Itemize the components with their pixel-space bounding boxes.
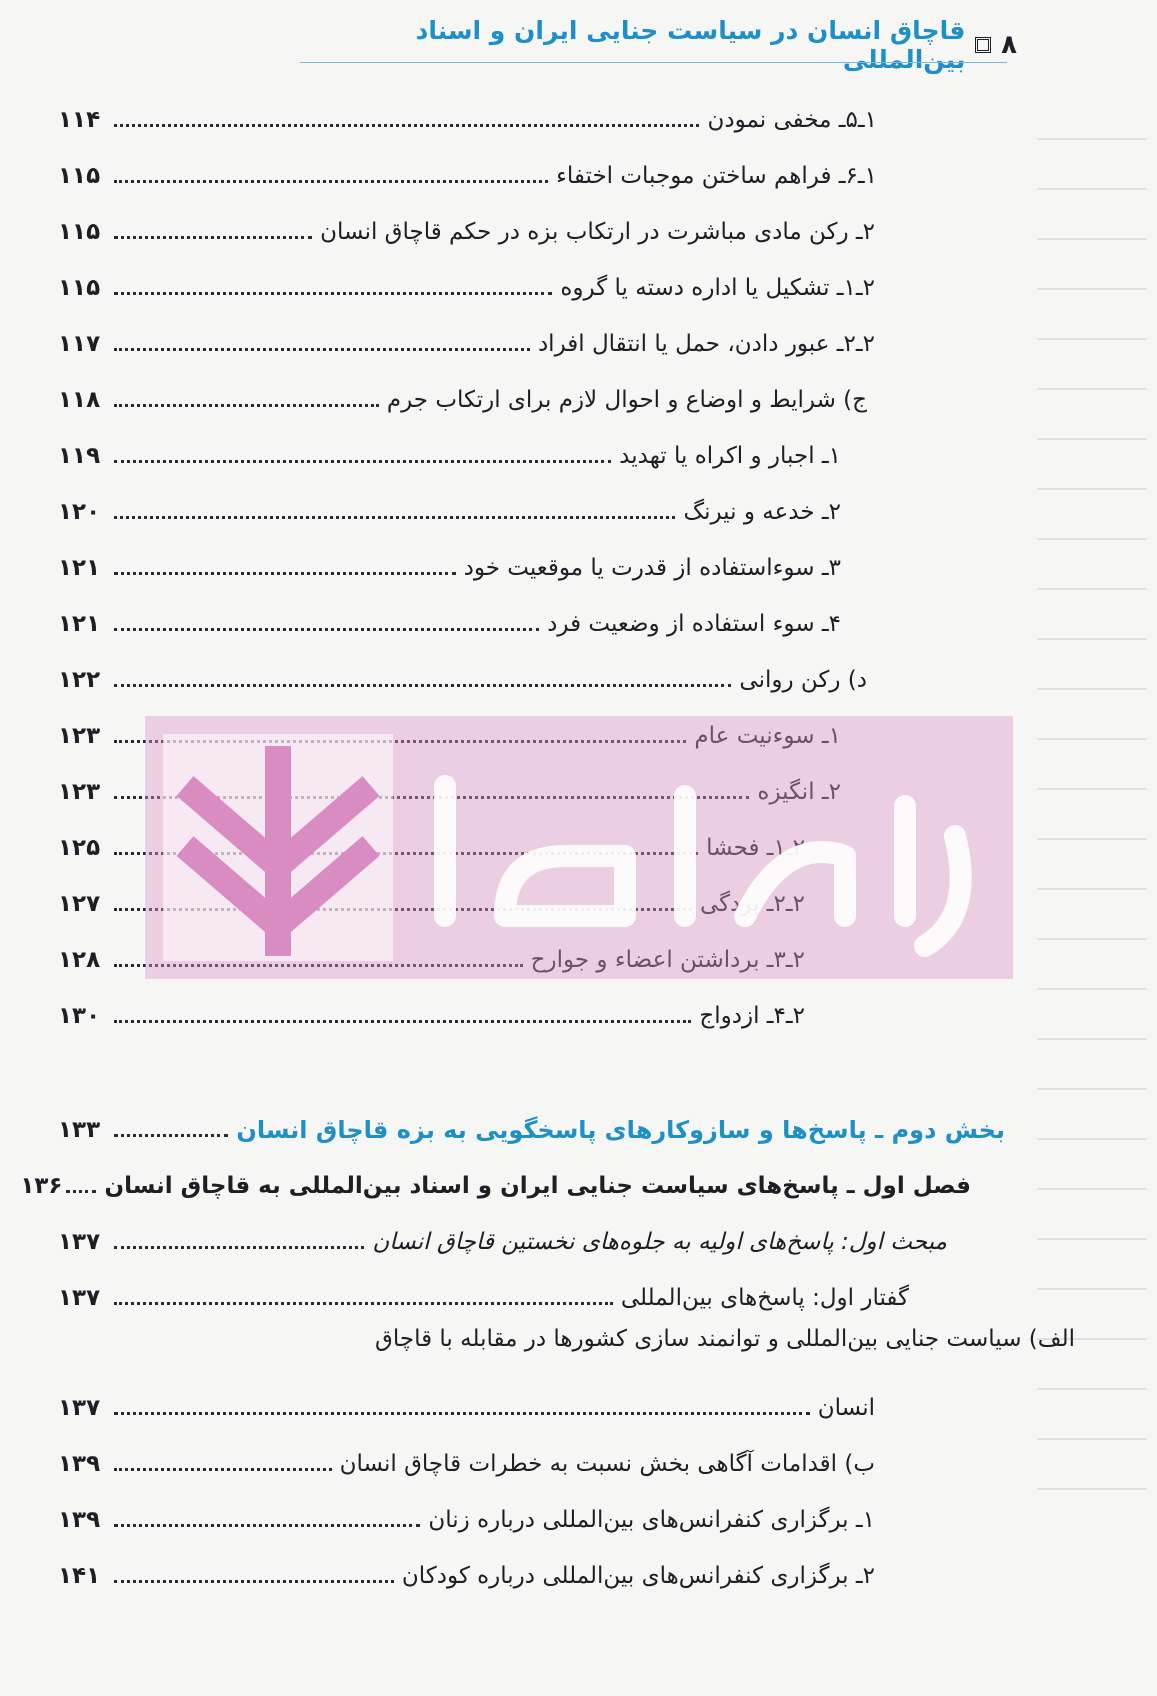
toc-label: ج) شرایط و اوضاع و احوال لازم برای ارتکاب جرم [386,387,867,414]
toc-page: ۱۱۵ [58,275,101,302]
toc-page: ۱۱۴ [58,107,101,134]
toc-page: ۱۳۳ [58,1117,101,1144]
leader-dots [114,964,523,967]
leader-dots [114,1134,228,1137]
toc-entry [58,315,875,359]
leader-dots [114,852,698,855]
toc-entry [58,987,805,1031]
toc-page: ۱۲۵ [58,835,101,862]
toc-label: د) رکن روانی [739,667,867,694]
toc-page: ۱۲۱ [58,555,101,582]
toc-label: ۱ـ۵ـ مخفی نمودن [707,107,877,134]
toc-label: مبحث اول: پاسخ‌های اولیه به جلوه‌های نخستین قاچاق انسان [372,1229,947,1256]
toc-page: ۱۱۷ [58,331,101,358]
leader-dots [114,1468,332,1471]
toc-label: انسان [817,1395,875,1422]
toc-entry [58,483,841,527]
toc-entry [58,1491,875,1535]
leader-dots [114,236,312,239]
toc-page: ۱۳۹ [58,1507,101,1534]
toc-label: ۳ـ سوءاستفاده از قدرت یا موقعیت خود [463,555,841,582]
toc-page: ۱۴۱ [58,1563,101,1590]
toc-page: ۱۱۵ [58,219,101,246]
leader-dots [114,516,675,519]
toc-label: ۲ـ۴ـ ازدواج [699,1003,805,1030]
toc-label: ۲ـ۲ـ بردگی [700,891,805,918]
toc-entry [58,819,805,863]
leader-dots [114,684,731,687]
toc-label: ۴ـ سوء استفاده از وضعیت فرد [547,611,841,638]
leader-dots [114,460,611,463]
leader-dots [114,572,456,575]
toc-page: ۱۱۹ [58,443,101,470]
toc-entry [58,259,875,303]
toc-wrapped-line: الف) سیاست جنایی بین‌المللی و توانمند سازی کشورها در مقابله با قاچاق [375,1326,1075,1352]
leader-dots [114,796,749,799]
leader-dots [114,1524,420,1527]
toc-entry [58,539,841,583]
leader-dots [114,908,692,911]
toc-entry [58,203,875,247]
toc-page: ۱۳۷ [58,1229,101,1256]
toc-entry [58,427,841,471]
toc-label: ۲ـ۱ـ فحشا [706,835,805,862]
toc-entry [58,931,805,975]
toc-label: ب) اقدامات آگاهی بخش نسبت به خطرات قاچاق انسان [339,1451,875,1478]
toc-label: ۲ـ خدعه و نیرنگ [683,499,841,526]
toc-page: ۱۲۳ [58,723,101,750]
toc-label: گفتار اول: پاسخ‌های بین‌المللی [620,1285,909,1312]
toc-page: ۱۱۸ [58,387,101,414]
leader-dots [114,740,686,743]
leader-dots [114,348,530,351]
toc-page: ۱۳۷ [58,1395,101,1422]
toc-page: ۱۲۳ [58,779,101,806]
toc-page: ۱۲۰ [58,499,101,526]
toc-page: ۱۳۶ [20,1173,63,1200]
toc-label: ۱ـ سوءنیت عام [694,723,841,750]
toc-label: ۲ـ۱ـ تشکیل یا اداره دسته یا گروه [560,275,875,302]
leader-dots [114,180,548,183]
toc-label: ۱ـ برگزاری کنفرانس‌های بین‌المللی درباره زنان [428,1507,875,1534]
page-number: ۸ [1001,30,1017,60]
leader-dots [114,1580,394,1583]
toc-label: ۱ـ۶ـ فراهم ساختن موجبات اختفاء [556,163,877,190]
toc-page: ۱۱۵ [58,163,101,190]
toc-entry [58,147,877,191]
toc-label: ۱ـ اجبار و اکراه یا تهدید [619,443,841,470]
toc-page: ۱۳۰ [58,1003,101,1030]
leader-dots [66,1190,96,1193]
toc-entry [58,371,867,415]
toc-entry [58,595,841,639]
toc-entry [58,1547,875,1591]
leader-dots [114,1412,810,1415]
leader-dots [114,1020,691,1023]
running-title: قاچاق انسان در سیاست جنایی ایران و اسناد بین‌المللی [415,16,966,74]
leader-dots [114,124,699,127]
toc-page: ۱۲۲ [58,667,101,694]
toc-entry [58,1379,875,1423]
toc-entry [58,763,841,807]
toc-entry [58,651,867,695]
leader-dots [114,292,552,295]
toc-entry [58,1269,909,1313]
toc-chapter-entry [20,1157,971,1201]
toc-section-entry [58,1101,1005,1145]
toc-label: بخش دوم ـ پاسخ‌ها و سازوکارهای پاسخگویی به بزه قاچاق انسان [236,1116,1005,1145]
toc-page: ۱۲۸ [58,947,101,974]
toc-label: ۲ـ۲ـ عبور دادن، حمل یا انتقال افراد [537,331,875,358]
leader-dots [114,1302,613,1305]
toc-page: ۱۲۱ [58,611,101,638]
leader-dots [114,1246,364,1249]
toc-page: ۱۲۷ [58,891,101,918]
toc-entry [58,707,841,751]
toc-entry [58,1435,875,1479]
toc-page: ۱۳۹ [58,1451,101,1478]
toc-entry [58,875,805,919]
toc-entry [58,91,877,135]
toc-label: ۲ـ رکن مادی مباشرت در ارتکاب بزه در حکم قاچاق انسان [320,219,875,246]
toc-label: فصل اول ـ پاسخ‌های سیاست جنایی ایران و اسناد بین‌المللی به قاچاق انسان [104,1173,971,1200]
toc-label: ۲ـ برگزاری کنفرانس‌های بین‌المللی درباره کودکان [401,1563,875,1590]
toc-page: ۱۳۷ [58,1285,101,1312]
toc-label: ۲ـ انگیزه [757,779,841,806]
leader-dots [114,628,539,631]
leader-dots [114,404,379,407]
toc-label: ۲ـ۳ـ برداشتن اعضاء و جوارح [530,947,805,974]
toc-entry [58,1213,947,1257]
